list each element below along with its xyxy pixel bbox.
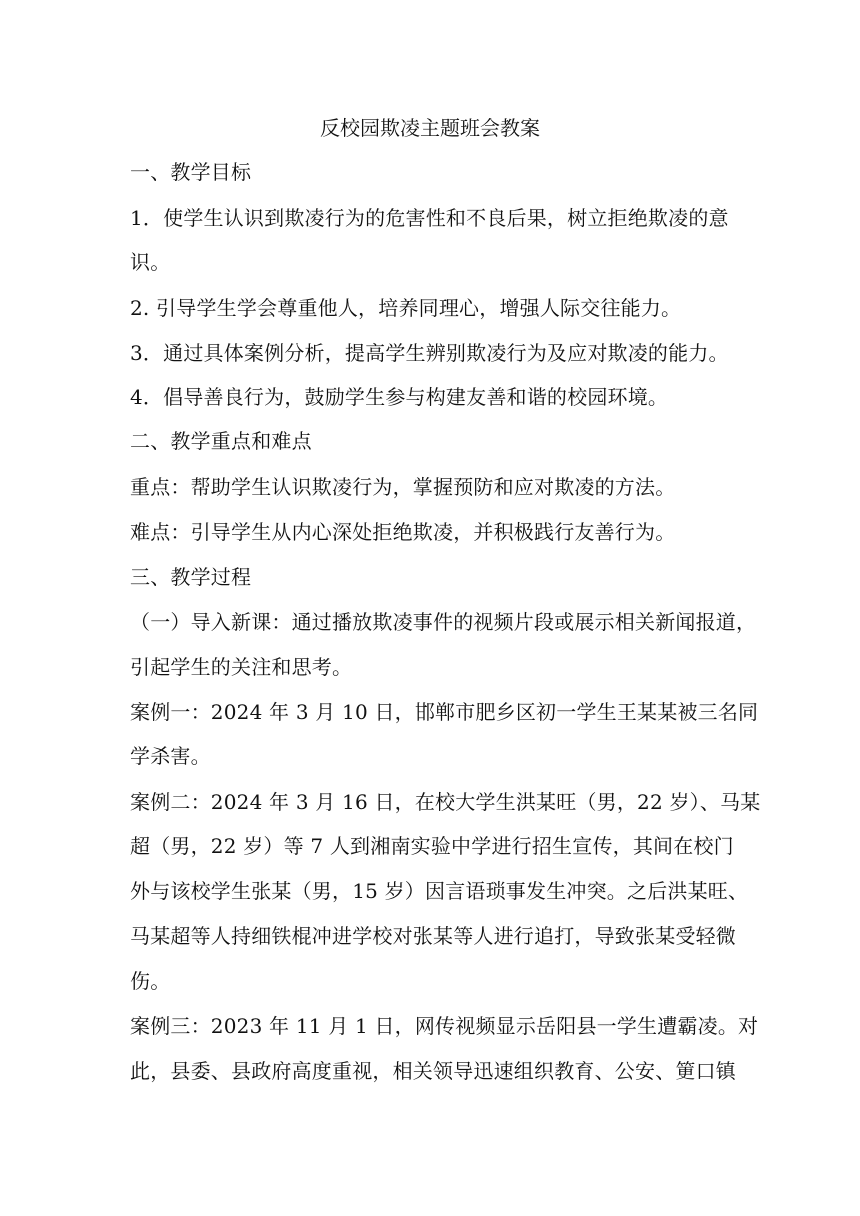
paragraph-line: 难点：引导学生从内心深处拒绝欺凌，并积极践行友善行为。 bbox=[130, 520, 676, 544]
heading-objectives: 一、教学目标 bbox=[130, 160, 252, 184]
paragraph-line: 外与该校学生张某（男，15 岁）因言语琐事发生冲突。之后洪某旺、 bbox=[130, 879, 749, 903]
paragraph-line: 识。 bbox=[130, 250, 171, 274]
page-title: 反校园欺凌主题班会教案 bbox=[320, 116, 540, 140]
paragraph-line: 此，县委、县政府高度重视，相关领导迅速组织教育、公安、筻口镇 bbox=[130, 1059, 736, 1083]
paragraph-line: 1．使学生认识到欺凌行为的危害性和不良后果，树立拒绝欺凌的意 bbox=[130, 206, 729, 230]
paragraph-line: 案例三：2023 年 11 月 1 日，网传视频显示岳阳县一学生遭霸凌。对 bbox=[130, 1014, 759, 1038]
paragraph-line: 案例二：2024 年 3 月 16 日，在校大学生洪某旺（男，22 岁）、马某 bbox=[130, 790, 761, 814]
heading-process: 三、教学过程 bbox=[130, 565, 252, 589]
paragraph-line: 引起学生的关注和思考。 bbox=[130, 655, 353, 679]
heading-key-points: 二、教学重点和难点 bbox=[130, 429, 312, 453]
paragraph-line: 3．通过具体案例分析，提高学生辨别欺凌行为及应对欺凌的能力。 bbox=[130, 341, 729, 365]
paragraph-line: 案例一：2024 年 3 月 10 日，邯郸市肥乡区初一学生王某某被三名同 bbox=[130, 700, 759, 724]
paragraph-line: （一）导入新课：通过播放欺凌事件的视频片段或展示相关新闻报道， bbox=[130, 610, 757, 634]
paragraph-line: 2. 引导学生学会尊重他人，培养同理心，增强人际交往能力。 bbox=[130, 296, 682, 320]
paragraph-line: 马某超等人持细铁棍冲进学校对张某等人进行追打，导致张某受轻微 bbox=[130, 924, 736, 948]
paragraph-line: 4．倡导善良行为，鼓励学生参与构建友善和谐的校园环境。 bbox=[130, 385, 669, 409]
paragraph-line: 伤。 bbox=[130, 969, 171, 993]
paragraph-line: 重点：帮助学生认识欺凌行为，掌握预防和应对欺凌的方法。 bbox=[130, 475, 676, 499]
paragraph-line: 学杀害。 bbox=[130, 744, 211, 768]
paragraph-line: 超（男，22 岁）等 7 人到湘南实验中学进行招生宣传，其间在校门 bbox=[130, 834, 734, 858]
